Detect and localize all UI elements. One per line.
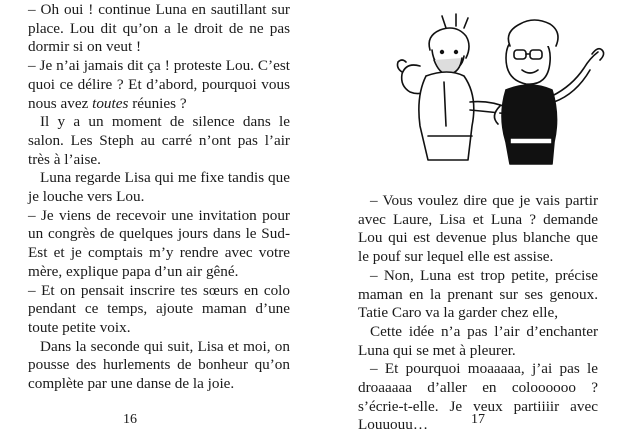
right-page-text <box>358 192 598 435</box>
paragraph: Dans la seconde qui suit, Lisa et moi, on pousse des hurlements de bonheur qu’on complète par une danse de la joie. <box>28 337 290 393</box>
dancing-couple-illustration <box>370 6 614 176</box>
paragraph: – Non, Luna est trop petite, précise maman en la prenant sur ses genoux. Tatie Caro va la garder chez elle, <box>358 266 598 322</box>
paragraph: – Oh oui ! continue Luna en sautillant sur place. Lou dit qu’on a le droit de ne pas dormir si on veut ! <box>28 1 290 56</box>
paragraph: – Je viens de recevoir une invitation pour un congrès de quelques jours dans le Sud-Est et je comptais m’y rendre avec votre mère, explique papa d’un air gêné. <box>28 206 290 280</box>
paragraph: Cette idée n’a pas l’air d’enchanter Luna qui se met à pleurer. <box>358 322 598 359</box>
left-page <box>0 0 312 433</box>
paragraph: – Et on pensait inscrire tes sœurs en colo pendant ce temps, ajoute maman d’une toute petite voix. <box>28 281 290 336</box>
paragraph: Il y a un moment de silence dans le salon. Les Steph au carré n’ont pas l’air très à l’aise. <box>28 113 290 168</box>
paragraph: – Je n’ai jamais dit ça ! proteste Lou. C’est quoi ce délire ? Et d’abord, pourquoi vous nous avez toutes réunies ? <box>28 57 290 112</box>
emphasis: toutes <box>92 94 129 112</box>
page-number: 16 <box>123 412 137 427</box>
paragraph: – Et pourquoi moaaaaa, j’ai pas le droaaaaa d’aller en coloooooo ? s’écrie-t-elle. Je veux partiiiir avec Louuouu… <box>358 360 598 434</box>
paragraph: – Vous voulez dire que je vais partir avec Laure, Lisa et Luna ? demande Lou qui est devenue plus blanche que le pouf sur lequel elle est assise. <box>358 192 598 266</box>
left-page-text <box>28 1 290 394</box>
page-number: 17 <box>471 412 485 427</box>
paragraph: Luna regarde Lisa qui me fixe tandis que je louche vers Lou. <box>28 169 290 206</box>
